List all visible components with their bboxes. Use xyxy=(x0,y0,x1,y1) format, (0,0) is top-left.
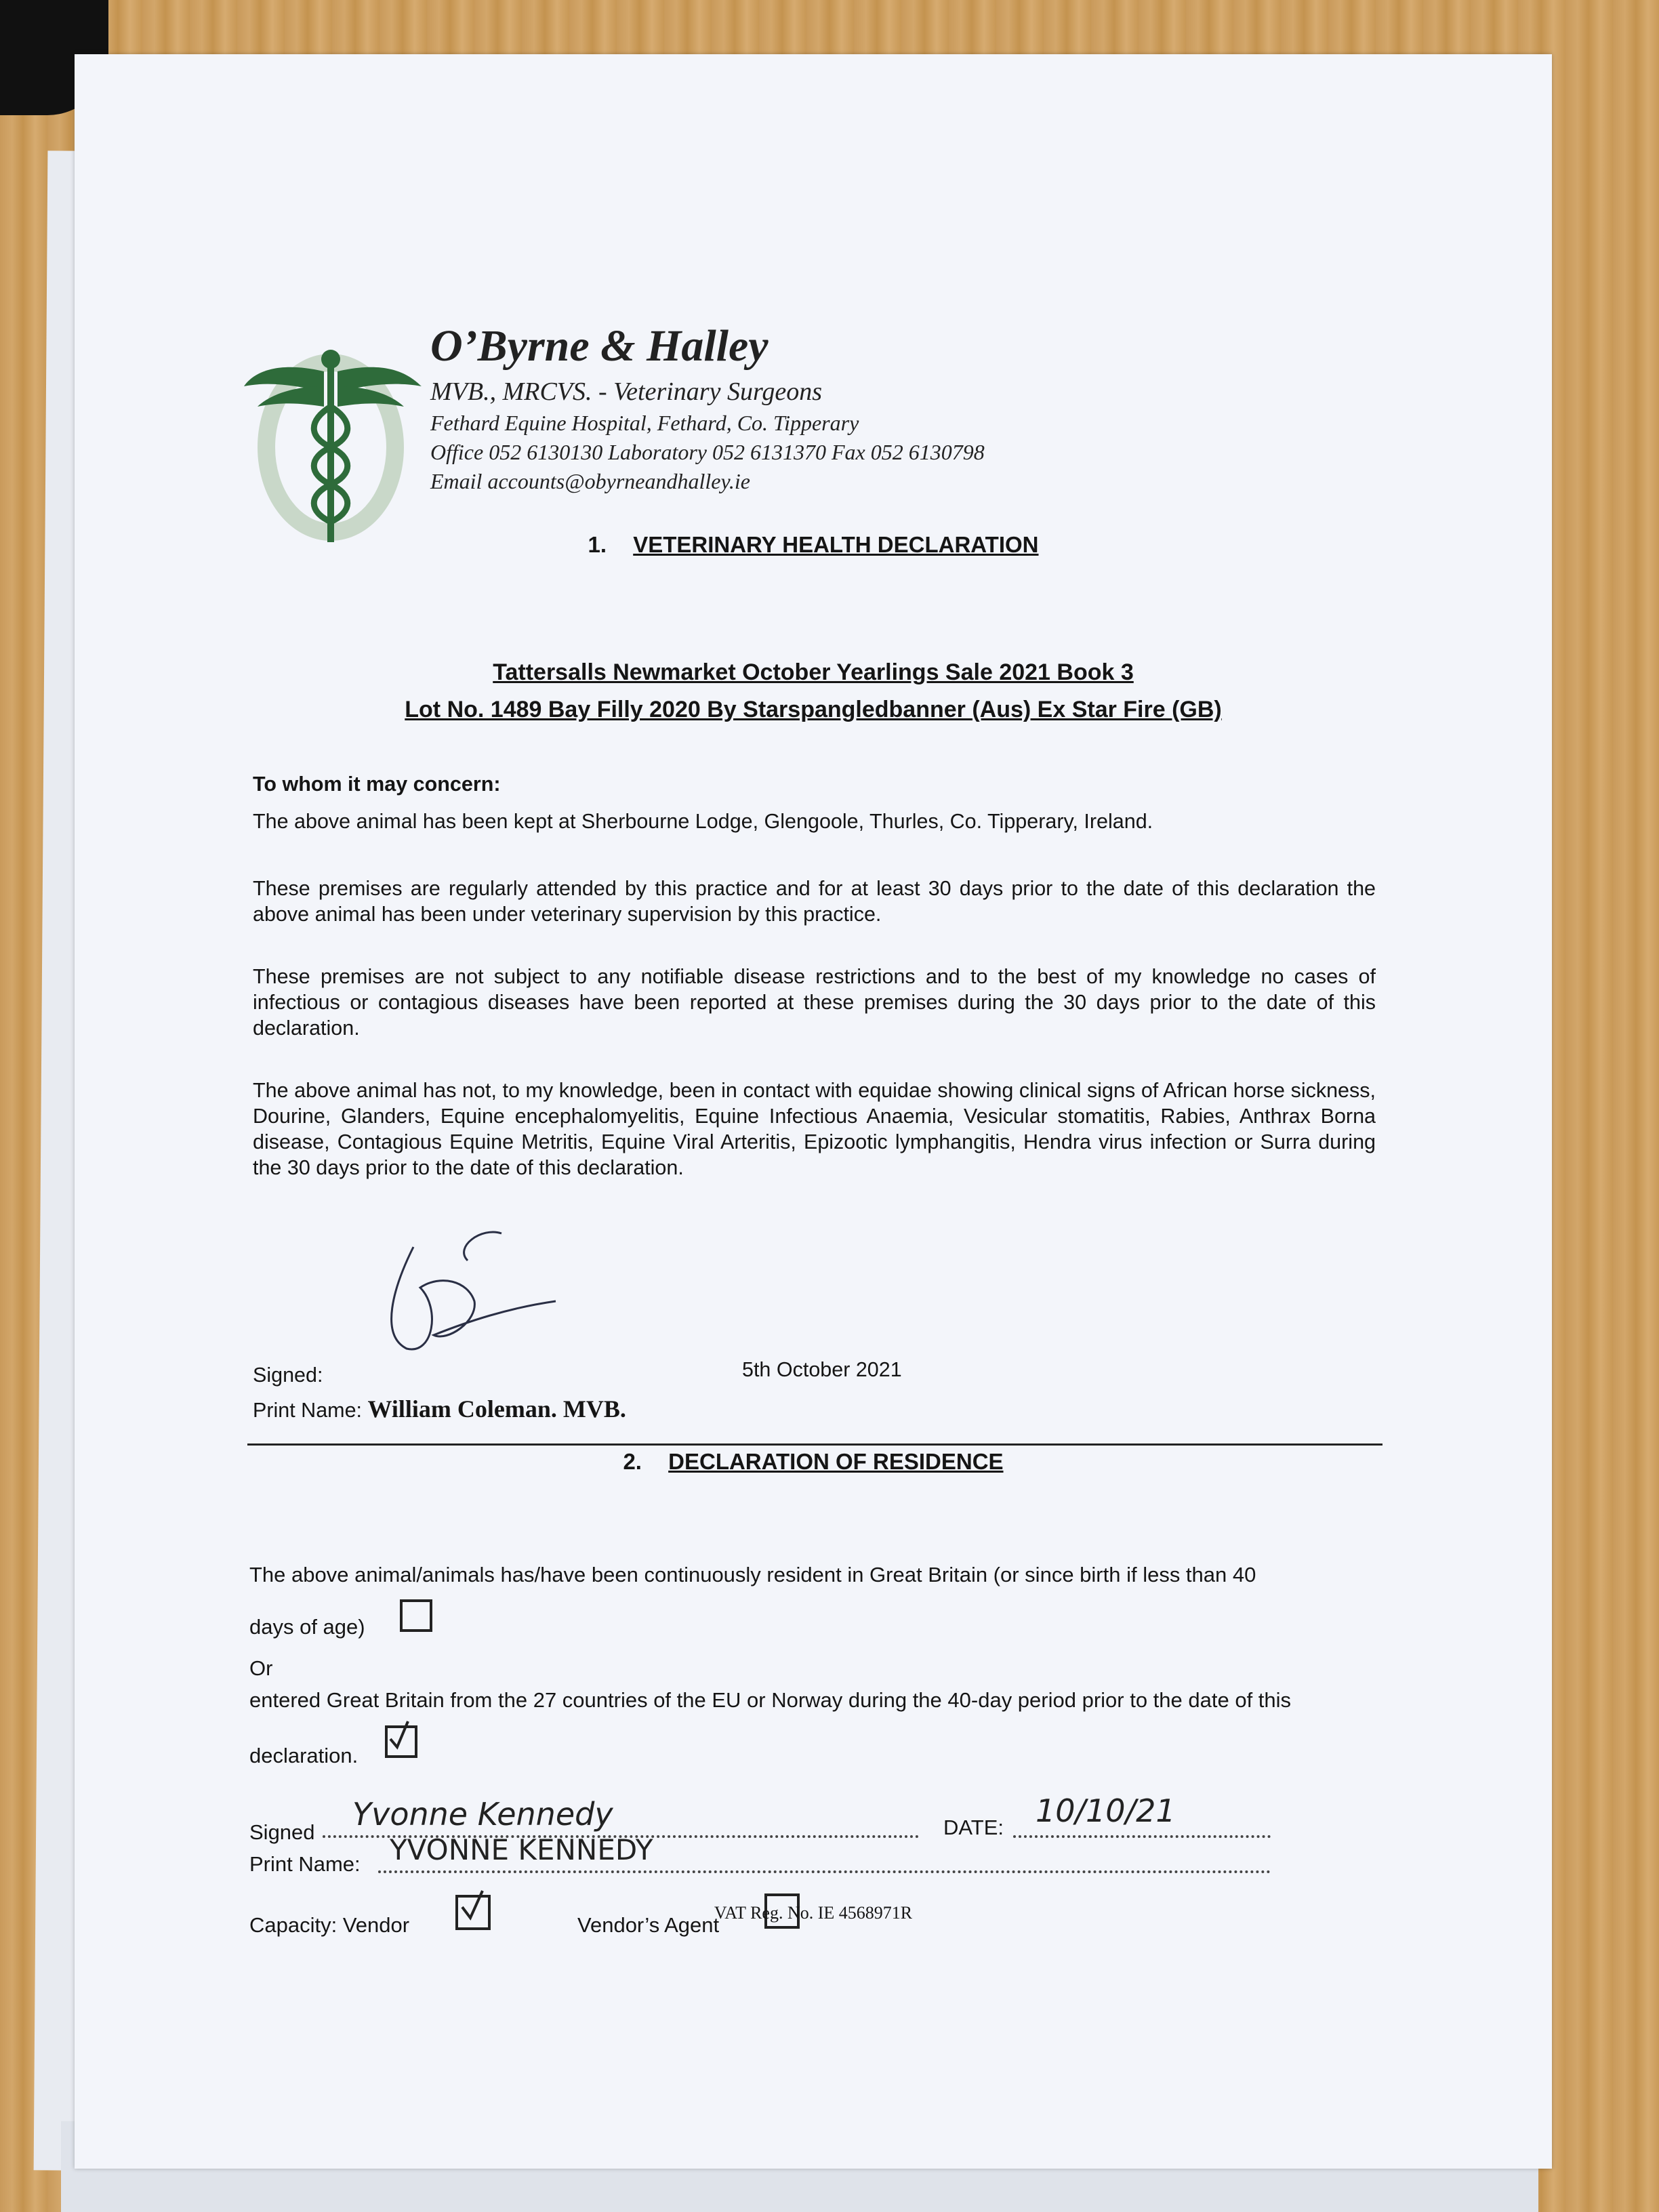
residence-option-2: entered Great Britain from the 27 countries of the EU or Norway during the 40-day period prior to the date of this xyxy=(249,1688,1292,1712)
section1-heading xyxy=(75,532,1552,558)
paragraph-no-restrictions: These premises are not subject to any notifiable disease restrictions and to the best of my knowledge no cases of infectious or contagious diseases have been reported at these premises during the 30 days prior to the date of this declaration. xyxy=(253,965,1376,1040)
capacity-label: Capacity: Vendor xyxy=(249,1913,410,1937)
caduceus-logo xyxy=(244,339,447,556)
signed-label-1: Signed: xyxy=(253,1364,323,1387)
residence-option-1-end: days of age) xyxy=(249,1615,365,1639)
sale-title: Tattersalls Newmarket October Yearlings Sale 2021 Book 3 xyxy=(493,659,1134,685)
option-1-checkbox[interactable] xyxy=(400,1599,432,1632)
firm-name: O’Byrne & Halley xyxy=(430,321,769,371)
salutation: To whom it may concern: xyxy=(253,773,501,796)
date-label: DATE: xyxy=(943,1816,1004,1839)
date-line xyxy=(1013,1835,1271,1838)
firm-qualifications: MVB., MRCVS. - Veterinary Surgeons xyxy=(430,377,822,406)
option-2-checkbox[interactable] xyxy=(385,1725,417,1758)
agent-label: Vendor’s Agent xyxy=(577,1913,720,1937)
vendor-date: 10/10/21 xyxy=(1036,1793,1176,1829)
vendor-signature: Yvonne Kennedy xyxy=(352,1796,613,1832)
checkmark-icon xyxy=(385,1719,417,1751)
print-name-label-2: Print Name: xyxy=(249,1852,361,1876)
vat-number: VAT Reg. No. IE 4568971R xyxy=(714,1903,913,1923)
print-name-line xyxy=(378,1870,1271,1873)
section2-heading xyxy=(75,1449,1552,1475)
firm-email: Email accounts@obyrneandhalley.ie xyxy=(430,468,750,493)
vendor-print-name: YVONNE KENNEDY xyxy=(390,1833,653,1866)
paragraph-premises-attended: These premises are regularly attended by this practice and for at least 30 days prior to the date of this declaration the above animal has been under veterinary supervision by this practice. xyxy=(253,877,1376,926)
firm-phones: Office 052 6130130 Laboratory 052 6131370 Fax 052 6130798 xyxy=(430,439,985,464)
paragraph-no-contact: The above animal has not, to my knowledge, been in contact with equidae showing clinical signs of African horse sickness, Dourine, Glanders, Equine encephalomyelitis, Equine Infectious Anaemia, Vesicular stomatitis, Rabies, Anthrax Borna disease, Contagious Equine Metritis, Equine Viral Arteritis, Epizootic lymphangitis, Hendra virus infection or Surra during the 30 days prior to the date of this declaration. xyxy=(253,1079,1376,1179)
paragraph-kept-at: The above animal has been kept at Sherbourne Lodge, Glengoole, Thurles, Co. Tipperary, Ireland. xyxy=(253,810,1153,833)
residence-option-1: The above animal/animals has/have been continuously resident in Great Britain (or since birth if less than 40 xyxy=(249,1563,1256,1586)
print-name-label-1: Print Name: xyxy=(253,1399,363,1422)
residence-option-2-end: declaration. xyxy=(249,1744,359,1767)
section1-title: VETERINARY HEALTH DECLARATION xyxy=(633,532,1039,557)
vet-date: 5th October 2021 xyxy=(742,1358,902,1381)
firm-address: Fethard Equine Hospital, Fethard, Co. Tipperary xyxy=(430,410,859,435)
letterhead xyxy=(430,322,985,494)
section2-number: 2. xyxy=(623,1449,642,1474)
vet-print-name: William Coleman. MVB. xyxy=(367,1395,626,1422)
vet-print-name-row xyxy=(253,1396,863,1423)
signed-label-2: Signed xyxy=(249,1820,315,1844)
vet-signature xyxy=(332,1206,637,1389)
section1-number: 1. xyxy=(588,532,607,557)
or-label: Or xyxy=(249,1656,273,1680)
document-page xyxy=(75,54,1552,2169)
lot-title: Lot No. 1489 Bay Filly 2020 By Starspangledbanner (Aus) Ex Star Fire (GB) xyxy=(405,697,1222,722)
section2-title: DECLARATION OF RESIDENCE xyxy=(668,1449,1004,1474)
section-divider xyxy=(247,1443,1382,1446)
